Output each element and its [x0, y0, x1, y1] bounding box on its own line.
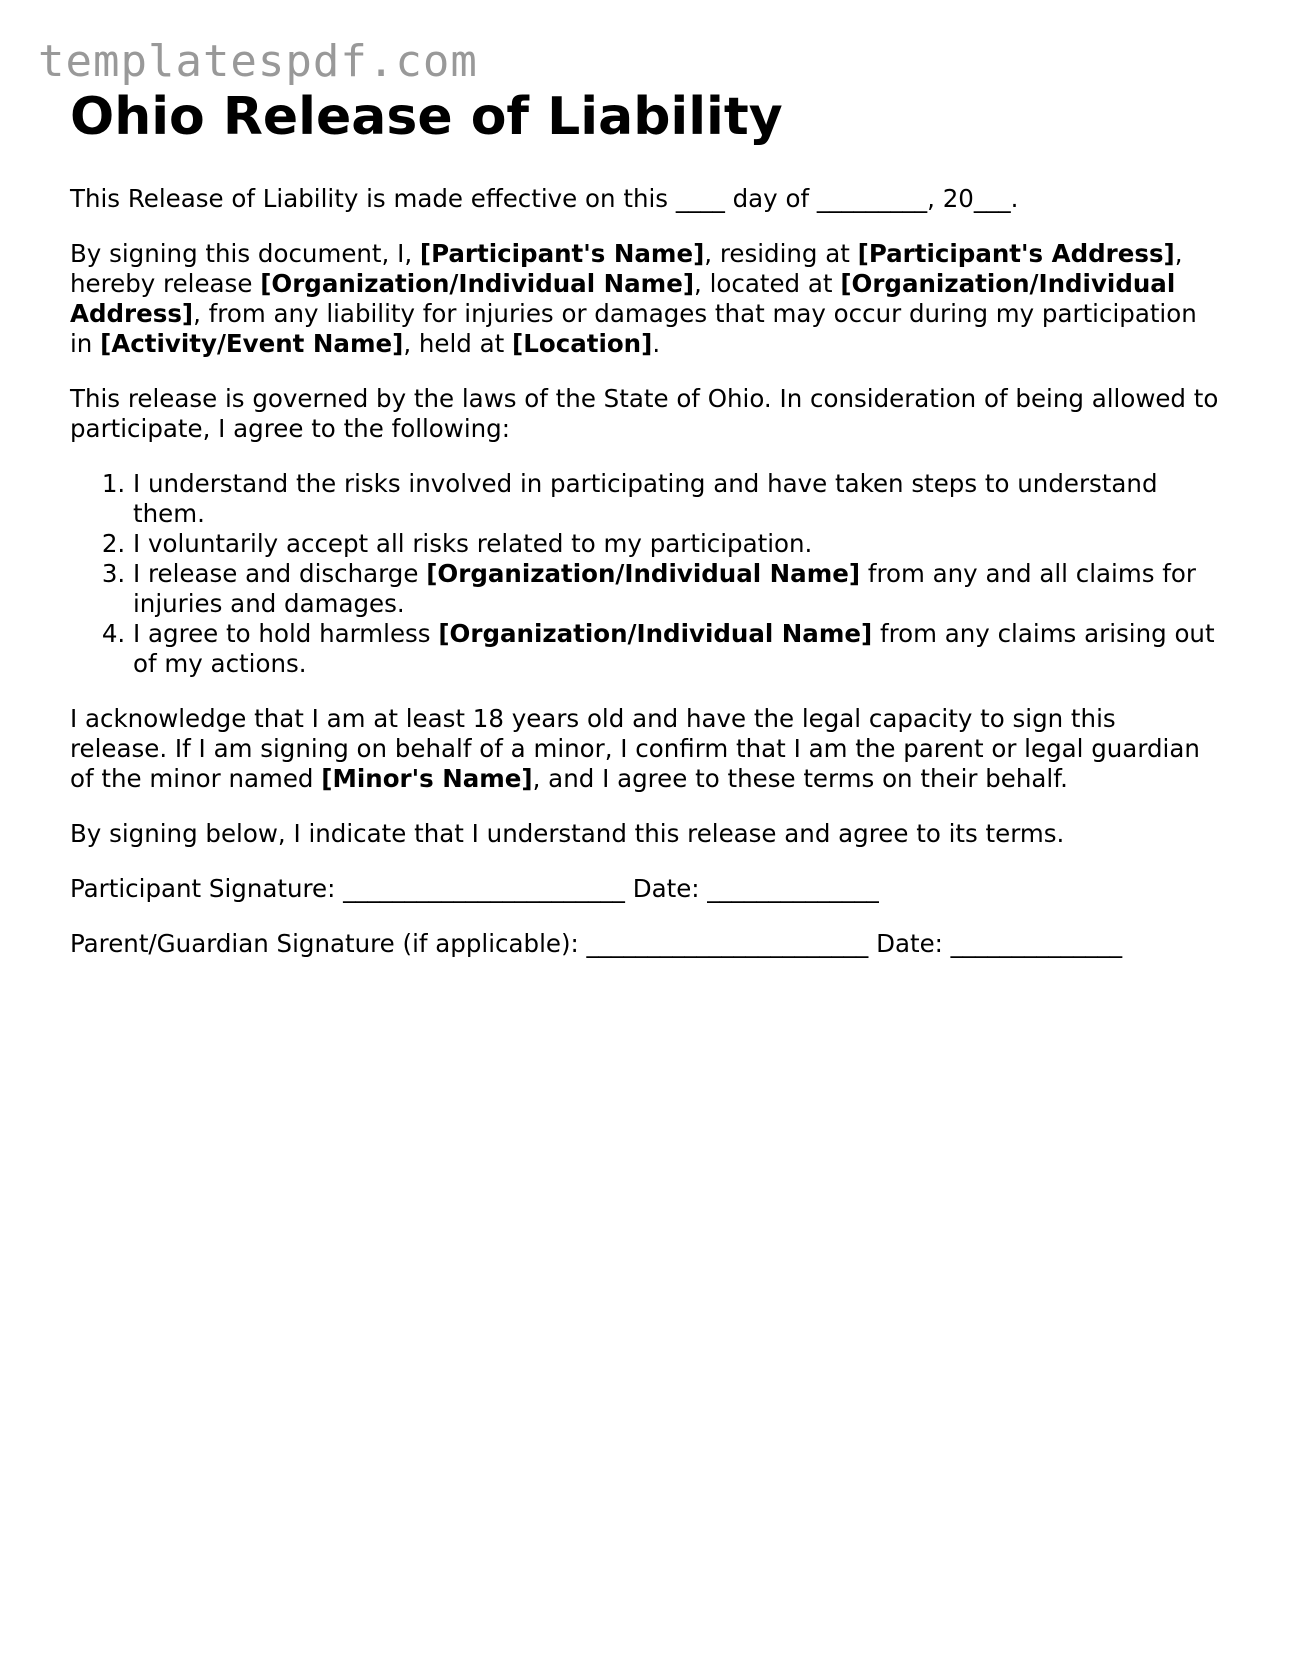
effective-date-line: This Release of Liability is made effective on this ____ day of _________, 20___. [70, 183, 1019, 213]
participant-name-placeholder: [Participant's Name] [419, 238, 705, 268]
intro-text: By signing this document, I, [70, 238, 420, 268]
governing-law-paragraph: This release is governed by the laws of the State of Ohio. In consideration of being allowed to participate, I agree to the following: [70, 383, 1219, 443]
activity-name-placeholder: [Activity/Event Name] [100, 328, 404, 358]
guardian-signature-line: Parent/Guardian Signature (if applicable): _______________________ Date: ______________ [70, 928, 1123, 958]
intro-paragraph [70, 239, 1220, 359]
organization-name-placeholder: [Organization/Individual Name] [438, 618, 873, 648]
watermark: templatespdf.com [38, 36, 478, 87]
term-text: I agree to hold harmless [133, 618, 439, 648]
organization-address-placeholder: [Organization/Individual Address] [70, 268, 1176, 328]
list-item [133, 619, 1220, 679]
acknowledgement-text: I acknowledge that I am at least 18 years old and have the legal capacity to sign this release. If I am signing on behalf of a minor, I confirm that I am the parent or legal guardian of the minor named [70, 703, 1200, 793]
acknowledgement-text: , and I agree to these terms on their behalf. [532, 763, 1068, 793]
term-text: I release and discharge [133, 558, 427, 588]
document-body [70, 88, 1220, 984]
terms-list [70, 469, 1220, 679]
participant-signature-line: Participant Signature: _______________________ Date: ______________ [70, 873, 879, 903]
term-text: from any claims arising out of my actions. [133, 618, 1215, 678]
location-placeholder: [Location] [512, 328, 653, 358]
minor-name-placeholder: [Minor's Name] [321, 763, 533, 793]
organization-name-placeholder: [Organization/Individual Name] [260, 268, 695, 298]
intro-text: , hereby release [70, 238, 1183, 298]
list-item: 2. I voluntarily accept all risks related to my participation. [133, 529, 1220, 559]
intro-text: , held at [403, 328, 513, 358]
intro-text: , from any liability for injuries or damages that may occur during my participation in [70, 298, 1197, 358]
document-title: Ohio Release of Liability [70, 87, 783, 147]
acknowledgement-paragraph [70, 704, 1220, 794]
term-text: from any and all claims for injuries and damages. [133, 558, 1196, 618]
agreement-statement: By signing below, I indicate that I understand this release and agree to its terms. [70, 818, 1065, 848]
intro-text: , located at [694, 268, 841, 298]
organization-name-placeholder: [Organization/Individual Name] [426, 558, 861, 588]
intro-text: , residing at [704, 238, 858, 268]
participant-address-placeholder: [Participant's Address] [857, 238, 1175, 268]
list-item [133, 559, 1220, 619]
intro-text: . [652, 328, 661, 358]
list-item: 1. I understand the risks involved in participating and have taken steps to understand them. [133, 469, 1220, 529]
